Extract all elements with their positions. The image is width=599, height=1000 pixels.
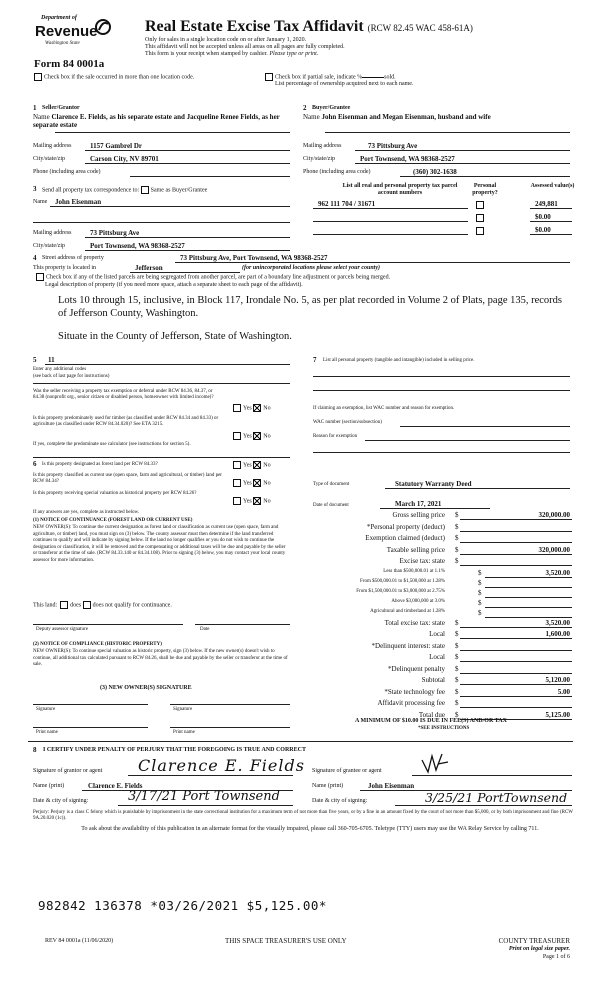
name-grantee[interactable]: John Eisenman <box>368 782 415 790</box>
dollar-sign: $ <box>455 534 459 542</box>
see-instructions: *SEE INSTRUCTIONS <box>418 726 470 731</box>
prop-located[interactable]: Jefferson <box>135 264 163 272</box>
tax-row-value[interactable]: 5,125.00 <box>545 710 570 719</box>
s5-num: 5 <box>33 356 37 364</box>
dor-logo <box>33 14 113 58</box>
seller-name[interactable]: Clarence E. Fields, as his separate estate and Jacqueline Renee Fields, as her separate estate <box>33 113 280 129</box>
seller-phone-label: Phone (including area code) <box>33 169 101 175</box>
form-number: Form 84 0001a <box>34 58 105 70</box>
dollar-sign: $ <box>455 522 459 531</box>
doc-type[interactable]: Statutory Warranty Deed <box>395 480 472 488</box>
seller-name-label: Name <box>33 113 50 121</box>
segregated-label: Check box if any of the listed parcels are being segregated from another parcel, are part of a boundary line adjustment or parcels being merged. <box>46 274 391 281</box>
corr-name[interactable]: John Eisenman <box>55 198 102 206</box>
seller-mail-label: Mailing address <box>33 143 72 149</box>
corr-same-as: Same as Buyer/Grantee <box>150 187 208 194</box>
does-label: does <box>70 602 82 609</box>
personal-col-header: Personal property? <box>472 183 498 196</box>
tax-row-value[interactable]: 5,120.00 <box>545 676 570 684</box>
s6-q2-yesno[interactable] <box>233 479 271 487</box>
legal-description[interactable]: Lots 10 through 15, inclusive, in Block 117, Irondale No. 5, as per plat recorded in Volume 2 of Plats, page 135, records of Jefferson County, Washington. <box>58 295 562 319</box>
dollar-sign: $ <box>478 578 482 587</box>
prop-legal-label: Legal description of property (if you need more space, attach a separate sheet to each page of the affidavit). <box>45 282 303 288</box>
dollar-sign: $ <box>455 630 459 638</box>
yes-checkbox-icon[interactable] <box>233 432 241 440</box>
s6-notice2-body: NEW OWNER(S): To continue special valuation as historic property, sign (3) below. If the new owner(s) doesn't wish to continue, all additional tax calculated pursuant to RCW 84.26, shall be due and payable by the seller or transferor at the time of sale. <box>33 649 288 667</box>
no-checkbox-icon[interactable] <box>253 479 261 487</box>
corr-city[interactable]: Port Townsend, WA 98368-2527 <box>90 242 185 250</box>
title-ref: (RCW 82.45 WAC 458-61A) <box>367 23 473 33</box>
alt-format-text: To ask about the availability of this publication in an alternate format for the visually impaired, please call 360-705-6705. Teletype (TTY) users may use the WA Relay Service by calling 711. <box>81 826 539 832</box>
dollar-sign: $ <box>478 608 482 617</box>
header-note1: Only for sales in a single location code on or after January 1, 2020. <box>145 37 307 43</box>
buyer-city[interactable]: Port Townsend, WA 98368-2527 <box>360 155 455 163</box>
tax-row-label: Total due <box>418 710 445 719</box>
name-grantor[interactable]: Clarence E. Fields <box>88 782 143 790</box>
tax-row-label: *Personal property (deduct) <box>366 522 445 531</box>
s6-notice2-title: (2) NOTICE OF COMPLIANCE (HISTORIC PROPERTY) <box>33 642 162 647</box>
s5-q3: If yes, complete the predominate use calculator (see instructions for section 5). <box>33 442 191 447</box>
buyer-name-label: Name <box>303 113 320 121</box>
checkbox-icon[interactable] <box>36 273 44 281</box>
s5-code-label: Enter any additional codes <box>33 367 87 372</box>
cb-partial-label: Check box if partial sale, indicate % <box>275 74 363 81</box>
seller-mail[interactable]: 1157 Gambrel Dr <box>90 142 142 150</box>
buyer-heading: Buyer/Grantee <box>312 105 351 111</box>
print-name-label-1: Print name <box>36 730 58 735</box>
s7-num: 7 <box>313 356 317 364</box>
dollar-sign: $ <box>455 618 459 627</box>
buyer-mail-label: Mailing address <box>303 143 342 149</box>
corr-name-label: Name <box>33 199 48 205</box>
name-grantee-label: Name (print) <box>312 783 344 789</box>
seller-num: 1 <box>33 104 37 112</box>
footer-rev: REV 84 0001a (11/06/2020) <box>45 938 114 944</box>
tax-row-value[interactable]: 3,520.00 <box>545 618 570 627</box>
legal-situate[interactable]: Situate in the County of Jefferson, State of Washington. <box>58 331 292 342</box>
s5-q2: Is this property predominately used for timber (as classified under RCW 84.34 and 84.33) or agriculture (as classified under RCW 84.34.020)? See ETA 3215. <box>33 416 219 427</box>
footer-county: COUNTY TREASURER <box>498 937 570 945</box>
parcel-col-header: List all real and personal property tax parcel account numbers <box>342 183 458 196</box>
corr-mail[interactable]: 73 Pittsburg Ave <box>90 229 140 237</box>
tax-row-label: Local <box>429 653 445 661</box>
date-grantor[interactable]: 3/17/21 Port Townsend <box>128 789 280 804</box>
dollar-sign: $ <box>478 588 482 597</box>
same-as-checkbox-icon[interactable] <box>141 186 149 194</box>
tax-row-label: *State technology fee <box>384 687 445 696</box>
corr-label: Send all property tax correspondence to: <box>42 187 140 194</box>
doc-date[interactable]: March 17, 2021 <box>395 500 442 508</box>
yes-label: Yes <box>243 405 252 412</box>
doc-type-label: Type of document <box>313 482 350 487</box>
checkbox-icon[interactable] <box>265 73 273 81</box>
checkbox-icon[interactable] <box>34 73 42 81</box>
date-grantor-label: Date & city of signing: <box>33 798 89 804</box>
this-land-label: This land: <box>33 602 58 609</box>
tax-row-label: Taxable selling price <box>386 545 445 554</box>
tax-row-label: Subtotal <box>421 676 445 684</box>
yes-label: Yes <box>243 498 252 505</box>
personal-property-checkbox-icon[interactable] <box>476 214 484 222</box>
buyer-city-label: City/state/zip <box>303 156 335 162</box>
s6-notice1-body: NEW OWNER(S): To continue the current designation as forest land or classification as current use (open space, farm and agriculture, or timber) land, you must sign on (3) below. The county assessor must then determine if the land transferred continues to qualify and will indicate by signing below. If the land no longer qualifies or you do not wish to continue the designation or classification, it will be removed and the compensating or additional taxes will be due and payable by the seller or transferor at the time of sale. (RCW 84.33.140 or 84.34.108). Prior to signing (3) below, you may contact your local county assessor for more information. <box>33 525 286 563</box>
partial-note: List percentage of ownership acquired next to each name. <box>275 81 414 87</box>
no-checkbox-icon[interactable] <box>253 461 261 469</box>
no-checkbox-icon[interactable] <box>253 432 261 440</box>
s6-q2: Is this property classified as current use (open space, farm and agricultural, or timber) land per RCW 84.34? <box>33 473 222 484</box>
personal-property-checkbox-icon[interactable] <box>476 201 484 209</box>
s7-exemption-label: If claiming an exemption, list WAC number and reason for exemption. <box>313 406 455 411</box>
tax-row-label: Excise tax: state <box>399 557 445 565</box>
dollar-sign: $ <box>478 598 482 607</box>
s5-q2-yesno[interactable] <box>233 432 271 440</box>
corr-city-label: City/state/zip <box>33 243 65 249</box>
dollar-sign: $ <box>478 568 482 577</box>
yes-checkbox-icon[interactable] <box>233 461 241 469</box>
footer-page: Page 1 of 6 <box>542 954 570 960</box>
tax-row-value[interactable]: 320,000.00 <box>538 511 570 519</box>
s6-note: If any answers are yes, complete as instructed below. <box>33 510 140 515</box>
assessed-value[interactable]: 249,881 <box>535 200 558 208</box>
does-checkbox-icon[interactable] <box>60 601 68 609</box>
note3-text: This form is your receipt when stamped by cashier. <box>145 51 268 57</box>
sig-grantor[interactable]: Clarence E. Fields <box>138 756 305 775</box>
s6-deputy: Deputy assessor signature <box>36 627 88 632</box>
cashier-stamp: 982842 136378 *03/26/2021 $5,125.00* <box>38 898 327 913</box>
buyer-phone[interactable]: (360) 302-1638 <box>413 168 457 176</box>
prop-street[interactable]: 73 Pittsburg Ave, Port Townsend, WA 98368-2527 <box>180 254 328 262</box>
no-label: No <box>263 405 271 412</box>
buyer-num: 2 <box>303 104 307 112</box>
does-not-checkbox-icon[interactable] <box>83 601 91 609</box>
dollar-sign: $ <box>455 557 459 565</box>
s6-q3-yesno[interactable] <box>233 497 271 505</box>
s6-q1-yesno[interactable] <box>233 461 271 469</box>
sig-label-2: Signature <box>173 707 193 712</box>
cb-more-loc-label: Check box if the sale occurred in more than one location code. <box>44 74 195 81</box>
no-checkbox-icon[interactable] <box>253 404 261 412</box>
s7-wac-label: WAC number (section/subsection) <box>313 420 382 425</box>
sig-grantor-label: Signature of grantor or agent <box>33 768 103 774</box>
tax-row-label: Local <box>429 630 445 638</box>
corr-mail-label: Mailing address <box>33 230 72 236</box>
min-note: A MINIMUM OF $10.00 IS DUE IN FEE(S) AND/OR TAX <box>355 718 507 724</box>
s6-this-land[interactable] <box>33 601 172 609</box>
logo-line2: Revenue <box>35 23 98 40</box>
s5-q1-yesno[interactable] <box>233 404 271 412</box>
date-grantee-label: Date & city of signing: <box>312 798 368 804</box>
dollar-sign: $ <box>455 545 459 554</box>
tax-row-label: Less than $500,000.01 at 1.1% <box>383 568 445 574</box>
print-name-label-2: Print name <box>173 730 195 735</box>
form-title <box>145 18 473 37</box>
cb-more-location[interactable] <box>34 73 194 81</box>
dollar-sign: $ <box>455 699 459 707</box>
prop-located-label: This property is located in <box>33 265 96 271</box>
s5-q1: Was the seller receiving a property tax exemption or deferral under RCW 84.36, 84.37, or 84.38 (nonprofit org., senior citizen or disabled person, homeowner with limited income)? <box>33 389 214 400</box>
header-note2: This affidavit will not be accepted unless all areas on all pages are fully completed. <box>145 44 345 50</box>
name-grantor-label: Name (print) <box>33 783 65 789</box>
prop-street-label: Street address of property <box>42 255 104 261</box>
tax-row-value[interactable]: 320,000.00 <box>538 545 570 554</box>
s5-code-note: (see back of last page for instructions) <box>33 374 110 379</box>
s6-q3: Is this property receiving special valuation as historical property per RCW 84.26? <box>33 491 197 496</box>
tax-row-label: *Delinquent interest: state <box>371 641 445 650</box>
yes-checkbox-icon[interactable] <box>233 497 241 505</box>
sig-label-1: Signature <box>36 707 56 712</box>
tax-row-label: Exemption claimed (deduct) <box>365 534 445 542</box>
seller-name-row <box>33 113 288 129</box>
dollar-sign: $ <box>455 687 459 696</box>
footer-legal-paper: Print on legal size paper. <box>508 946 570 952</box>
s8-num: 8 <box>33 746 37 754</box>
dollar-sign: $ <box>455 676 459 684</box>
dollar-sign: $ <box>455 653 459 661</box>
header-note3 <box>145 51 318 58</box>
logo-line3: Washington State <box>45 41 80 46</box>
seller-city[interactable]: Carson City, NV 89701 <box>90 155 159 163</box>
tax-row-label: From $500,000.01 to $1,500,000 at 1.28% <box>360 578 445 584</box>
sig-grantee-scribble-icon[interactable] <box>420 752 450 776</box>
parcel-number[interactable]: 962 111 704 / 31671 <box>318 200 376 208</box>
dollar-sign: $ <box>455 664 459 673</box>
buyer-name-row <box>303 113 573 121</box>
dollar-sign: $ <box>455 710 459 719</box>
seller-city-label: City/state/zip <box>33 156 65 162</box>
logo-swoosh-icon <box>95 16 111 38</box>
yes-checkbox-icon[interactable] <box>233 479 241 487</box>
no-label: No <box>263 462 271 469</box>
tax-row-label: Affidavit processing fee <box>377 699 445 707</box>
cb-partial-sold: sold. <box>384 74 396 81</box>
buyer-name[interactable]: John Eisenman and Megan Eisenman, husband and wife <box>321 113 491 121</box>
perjury-text: Perjury: Perjury is a class C felony which is punishable by imprisonment in the state correctional institution for a maximum term of not more than five years, or by a fine in an amount fixed by the court of not more than $5,000, or by both imprisonment and fine (RCW 9A.20.020 (1c)). <box>33 810 573 821</box>
no-label: No <box>263 433 271 440</box>
assessed-value[interactable]: $0.00 <box>535 213 551 221</box>
dollar-sign: $ <box>455 641 459 650</box>
corr-label-row <box>42 186 207 194</box>
prop-located-note: (for unincorporated locations please select your county) <box>242 265 380 271</box>
yes-label: Yes <box>243 433 252 440</box>
corr-num: 3 <box>33 185 37 193</box>
tax-row-label: Gross selling price <box>392 511 445 519</box>
personal-property-checkbox-icon[interactable] <box>476 227 484 235</box>
tax-row-value[interactable]: 1,600.00 <box>545 630 570 638</box>
no-label: No <box>263 498 271 505</box>
s7-reason-label: Reason for exemption <box>313 434 358 439</box>
no-label: No <box>263 480 271 487</box>
tax-row-label: Agricultural and timberland at 1.28% <box>370 608 445 614</box>
prop-segregated[interactable] <box>36 273 576 281</box>
s6-date: Date <box>200 627 210 632</box>
yes-label: Yes <box>243 480 252 487</box>
note3-b: Please type or print. <box>269 51 319 57</box>
prop-num: 4 <box>33 254 37 262</box>
no-checkbox-icon[interactable] <box>253 497 261 505</box>
seller-heading: Seller/Grantor <box>42 105 80 111</box>
tax-row-label: From $1,500,000.01 to $3,000,000 at 2.75% <box>356 588 445 594</box>
buyer-mail[interactable]: 73 Pittsburg Ave <box>368 142 418 150</box>
logo-line1: Department of <box>41 15 77 21</box>
s7-label: List all personal property (tangible and intangible) included in selling price. <box>323 358 475 363</box>
s8-certify: I CERTIFY UNDER PENALTY OF PERJURY THAT THE FOREGOING IS TRUE AND CORRECT <box>43 747 306 753</box>
assessed-value[interactable]: $0.00 <box>535 226 551 234</box>
tax-row-label: *Delinquent penalty <box>388 664 445 673</box>
tax-row-label: Above $3,000,000 at 3.0% <box>391 598 445 604</box>
title-text: Real Estate Excise Tax Affidavit <box>145 18 364 35</box>
yes-checkbox-icon[interactable] <box>233 404 241 412</box>
tax-row-value[interactable]: 3,520.00 <box>545 568 570 577</box>
dollar-sign: $ <box>455 511 459 519</box>
assessed-col-header: Assessed value(s) <box>530 183 575 189</box>
tax-row-value[interactable]: 5.00 <box>557 687 570 696</box>
does-not-label: does not qualify for continuance. <box>92 602 172 609</box>
doc-date-label: Date of document <box>313 503 349 508</box>
s6-q1: Is this property designated as forest land per RCW 84.33? <box>42 462 158 467</box>
date-grantee[interactable]: 3/25/21 PortTownsend <box>425 790 568 805</box>
s6-notice1-title: (1) NOTICE OF CONTINUANCE (FOREST LAND OR CURRENT USE) <box>33 518 193 523</box>
sig-grantee-label: Signature of grantee or agent <box>312 768 382 774</box>
yes-label: Yes <box>243 462 252 469</box>
s5-code[interactable]: 11 <box>48 356 55 364</box>
tax-row-label: Total excise tax: state <box>384 618 445 627</box>
s6-new-owner-sig: (3) NEW OWNER(S) SIGNATURE <box>100 685 192 691</box>
buyer-phone-label: Phone (including area code) <box>303 169 371 175</box>
s6-num: 6 <box>33 460 37 468</box>
footer-treasurer-use: THIS SPACE TREASURER'S USE ONLY <box>225 937 347 945</box>
